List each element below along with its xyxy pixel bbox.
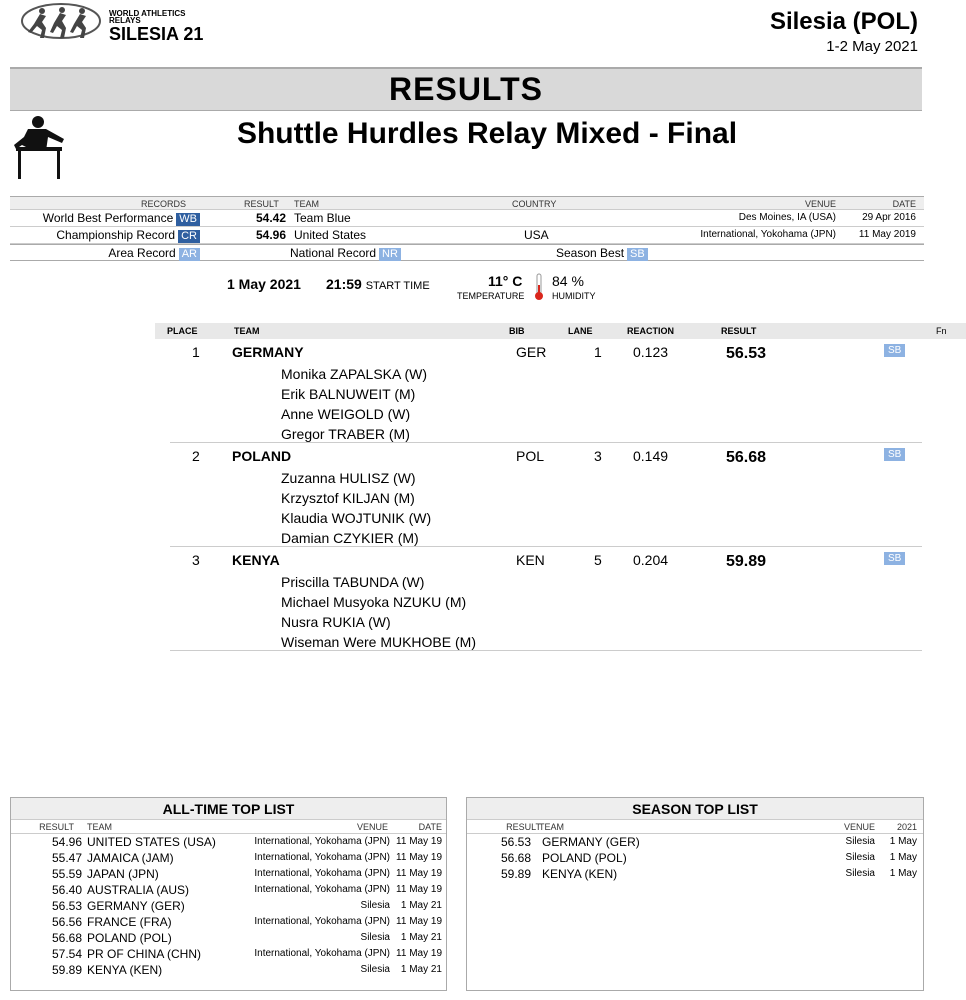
area-record-label: Area Record AR xyxy=(108,246,200,261)
result-reaction: 0.149 xyxy=(633,448,669,464)
row-venue: International, Yokohama (JPN) xyxy=(254,852,390,863)
record-label: Championship Record CR xyxy=(56,228,200,243)
record-row-cr xyxy=(10,227,924,244)
row-result: 55.59 xyxy=(51,867,82,881)
row-venue: International, Yokohama (JPN) xyxy=(254,836,390,847)
result-time: 59.89 xyxy=(726,553,767,570)
row-result: 56.68 xyxy=(51,931,82,945)
row-team: UNITED STATES (USA) xyxy=(87,835,216,849)
national-record-label: National Record NR xyxy=(290,246,401,261)
team-member: Erik BALNUWEIT (M) xyxy=(281,386,416,402)
record-result: 54.96 xyxy=(256,228,287,242)
team-member: Krzysztof KILJAN (M) xyxy=(281,490,415,506)
list-row xyxy=(11,914,446,930)
record-venue: Des Moines, IA (USA) xyxy=(738,212,836,223)
results-header-row xyxy=(155,323,966,339)
area-record-badge: AR xyxy=(179,248,200,261)
humidity-value: 84 % xyxy=(552,273,584,289)
row-venue: Silesia xyxy=(845,836,875,847)
record-row-area xyxy=(10,244,924,261)
row-date: 11 May 19 xyxy=(396,916,442,927)
all-time-col-result: RESULT xyxy=(39,822,74,832)
result-bib: KEN xyxy=(516,552,545,568)
records-col-result: RESULT xyxy=(244,199,279,209)
temperature-label: TEMPERATURE xyxy=(457,291,525,301)
result-lane: 3 xyxy=(594,448,602,464)
result-time: 56.68 xyxy=(726,449,767,466)
event-date: 1 May 2021 xyxy=(227,276,301,292)
records-col-country: COUNTRY xyxy=(512,199,557,209)
record-venue: International, Yokohama (JPN) xyxy=(700,229,836,240)
row-date: 11 May 19 xyxy=(396,852,442,863)
season-header-row xyxy=(467,820,923,834)
result-place: 3 xyxy=(192,552,200,568)
row-team: GERMANY (GER) xyxy=(542,835,640,849)
row-team: GERMANY (GER) xyxy=(87,899,185,913)
season-col-venue: VENUE xyxy=(843,822,875,832)
row-venue: International, Yokohama (JPN) xyxy=(254,948,390,959)
results-col-fn: Fn xyxy=(936,326,947,336)
results-col-bib: BIB xyxy=(509,326,525,336)
row-result: 54.96 xyxy=(51,835,82,849)
list-row xyxy=(11,834,446,850)
row-date: 11 May 19 xyxy=(396,868,442,879)
world-athletics-relays-logo xyxy=(20,2,102,40)
result-bib: POL xyxy=(516,448,545,464)
result-row-2 xyxy=(170,448,922,547)
team-member: Monika ZAPALSKA (W) xyxy=(281,366,428,382)
results-title: RESULTS xyxy=(389,71,543,107)
team-member: Priscilla TABUNDA (W) xyxy=(281,574,425,590)
team-member: Klaudia WOJTUNIK (W) xyxy=(281,510,432,526)
records-col-venue: VENUE xyxy=(804,199,836,209)
result-time: 56.53 xyxy=(726,345,767,362)
all-time-col-team: TEAM xyxy=(87,822,113,832)
logo-line-2: RELAYS xyxy=(109,16,141,25)
row-venue: International, Yokohama (JPN) xyxy=(254,868,390,879)
row-result: 56.40 xyxy=(51,883,82,897)
result-bib: GER xyxy=(516,344,547,360)
result-place: 2 xyxy=(192,448,200,464)
row-date: 1 May 21 xyxy=(400,964,442,975)
results-banner xyxy=(10,67,922,111)
season-best-badge: SB xyxy=(884,448,905,461)
result-lane: 1 xyxy=(594,344,602,360)
all-time-col-venue: VENUE xyxy=(356,822,388,832)
row-date: 1 May 21 xyxy=(400,900,442,911)
list-row xyxy=(11,946,446,962)
result-place: 1 xyxy=(192,344,200,360)
row-venue: International, Yokohama (JPN) xyxy=(254,916,390,927)
team-member: Zuzanna HULISZ (W) xyxy=(281,470,416,486)
row-team: FRANCE (FRA) xyxy=(87,915,172,929)
row-result: 59.89 xyxy=(51,963,82,977)
records-table xyxy=(10,196,924,261)
results-col-result: RESULT xyxy=(721,326,757,336)
season-top-list xyxy=(466,797,924,991)
event-title: Shuttle Hurdles Relay Mixed - Final xyxy=(236,117,738,150)
row-team: JAMAICA (JAM) xyxy=(87,851,174,865)
records-col-records: RECORDS xyxy=(140,199,186,209)
logo-line-3: SILESIA 21 xyxy=(109,24,204,44)
row-venue: Silesia xyxy=(360,964,390,975)
result-team: POLAND xyxy=(232,448,292,464)
row-venue: Silesia xyxy=(360,932,390,943)
row-date: 1 May xyxy=(889,852,917,863)
row-result: 56.53 xyxy=(51,899,82,913)
row-date: 1 May 21 xyxy=(400,932,442,943)
season-rows xyxy=(467,834,923,882)
season-best-badge: SB xyxy=(884,344,905,357)
team-member: Gregor TRABER (M) xyxy=(281,426,410,442)
list-row xyxy=(467,850,923,866)
logo-text xyxy=(109,10,203,43)
row-date: 1 May xyxy=(889,868,917,879)
row-venue: Silesia xyxy=(845,868,875,879)
all-time-rows xyxy=(11,834,446,978)
results-col-place: PLACE xyxy=(167,326,198,336)
humidity-label: HUMIDITY xyxy=(552,291,596,301)
all-time-title: ALL-TIME TOP LIST xyxy=(11,798,446,820)
row-result: 57.54 xyxy=(51,947,82,961)
all-time-header-row xyxy=(11,820,446,834)
national-record-badge: NR xyxy=(379,248,401,261)
record-date: 29 Apr 2016 xyxy=(862,212,916,223)
season-col-result: RESULT xyxy=(506,822,541,832)
list-row xyxy=(11,930,446,946)
list-row xyxy=(11,882,446,898)
row-team: KENYA (KEN) xyxy=(542,867,618,881)
all-time-top-list xyxy=(10,797,447,991)
temperature-value: 11° C xyxy=(488,273,523,289)
record-team: United States xyxy=(294,228,367,242)
thermometer-icon xyxy=(534,273,544,301)
row-result: 56.56 xyxy=(51,915,82,929)
record-result: 54.42 xyxy=(256,211,287,225)
row-team: POLAND (POL) xyxy=(542,851,627,865)
list-row xyxy=(11,850,446,866)
records-col-team: TEAM xyxy=(294,199,320,209)
row-team: POLAND (POL) xyxy=(87,931,172,945)
list-row xyxy=(11,962,446,978)
row-team: AUSTRALIA (AUS) xyxy=(87,883,190,897)
season-best-label: Season Best SB xyxy=(556,246,648,261)
row-result: 56.53 xyxy=(500,835,531,849)
season-col-team: TEAM xyxy=(539,822,565,832)
result-reaction: 0.204 xyxy=(633,552,669,568)
logo-line-1: WORLD ATHLETICS xyxy=(109,9,186,18)
result-team: KENYA xyxy=(232,552,280,568)
season-best-badge: SB xyxy=(627,248,648,261)
season-best-badge: SB xyxy=(884,552,905,565)
venue-name: Silesia (POL) xyxy=(769,8,918,35)
record-label: World Best Performance WB xyxy=(43,211,200,226)
row-date: 11 May 19 xyxy=(396,948,442,959)
result-team: GERMANY xyxy=(232,344,304,360)
season-title: SEASON TOP LIST xyxy=(467,798,923,820)
team-member: Damian CZYKIER (M) xyxy=(281,530,419,546)
record-code-badge: WB xyxy=(176,213,200,226)
list-row xyxy=(11,898,446,914)
start-time: 21:59 START TIME xyxy=(326,276,430,292)
result-lane: 5 xyxy=(594,552,602,568)
record-country: USA xyxy=(524,228,549,242)
team-member: Wiseman Were MUKHOBE (M) xyxy=(281,634,476,650)
row-date: 11 May 19 xyxy=(396,884,442,895)
results-col-team: TEAM xyxy=(234,326,260,336)
record-team: Team Blue xyxy=(294,211,351,225)
result-row-1 xyxy=(170,344,922,443)
records-col-date: DATE xyxy=(892,199,916,209)
team-member: Nusra RUKIA (W) xyxy=(281,614,391,630)
season-col-date: 2021 xyxy=(896,822,917,832)
row-date: 11 May 19 xyxy=(396,836,442,847)
row-date: 1 May xyxy=(889,836,917,847)
start-time-label: START TIME xyxy=(365,280,430,292)
row-venue: Silesia xyxy=(845,852,875,863)
record-code-badge: CR xyxy=(178,230,200,243)
team-member: Michael Musyoka NZUKU (M) xyxy=(281,594,467,610)
row-result: 56.68 xyxy=(500,851,531,865)
record-row-wb xyxy=(10,210,924,227)
row-result: 55.47 xyxy=(51,851,82,865)
venue-dates: 1-2 May 2021 xyxy=(826,38,918,55)
row-venue: Silesia xyxy=(360,900,390,911)
list-row xyxy=(11,866,446,882)
results-col-lane: LANE xyxy=(568,326,593,336)
row-venue: International, Yokohama (JPN) xyxy=(254,884,390,895)
list-row xyxy=(467,866,923,882)
result-reaction: 0.123 xyxy=(633,344,669,360)
row-team: JAPAN (JPN) xyxy=(87,867,159,881)
row-result: 59.89 xyxy=(500,867,531,881)
results-col-reaction: REACTION xyxy=(627,326,674,336)
all-time-col-date: DATE xyxy=(418,822,442,832)
row-team: PR OF CHINA (CHN) xyxy=(87,947,201,961)
list-row xyxy=(467,834,923,850)
record-date: 11 May 2019 xyxy=(858,229,916,240)
team-member: Anne WEIGOLD (W) xyxy=(281,406,411,422)
row-team: KENYA (KEN) xyxy=(87,963,163,977)
records-header-row xyxy=(10,196,924,210)
result-row-3 xyxy=(170,552,922,651)
